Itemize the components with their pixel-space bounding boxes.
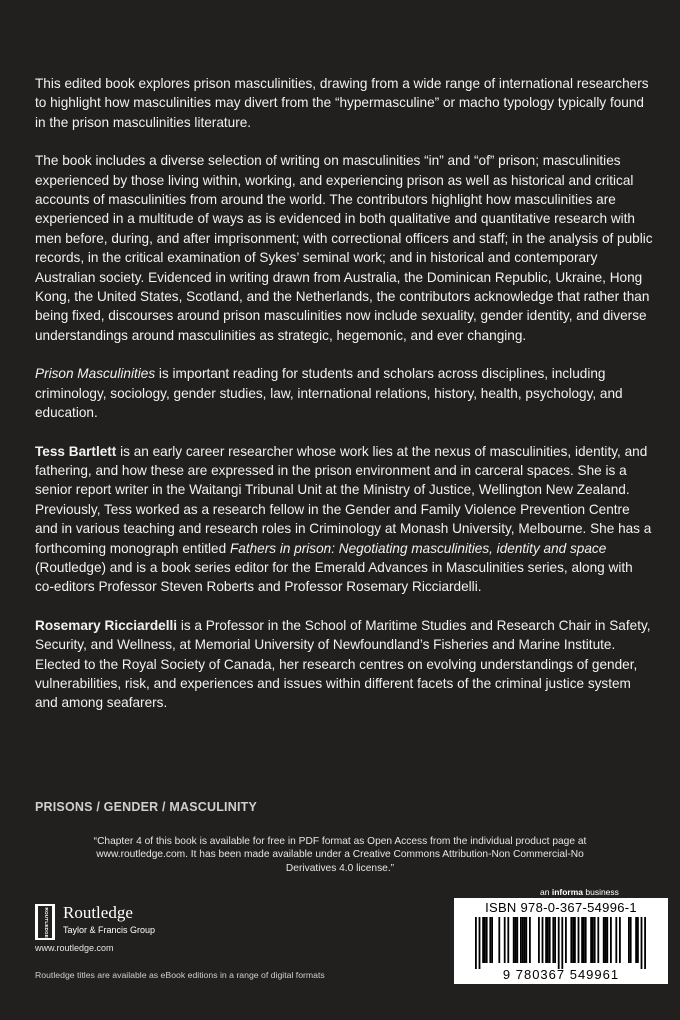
barcode-digits: 9 780367 549961: [502, 967, 620, 981]
subject-categories: PRISONS / GENDER / MASCULINITY: [35, 800, 257, 814]
barcode-bar: [520, 917, 522, 963]
barcode-bar: [549, 917, 551, 963]
barcode-bar: [630, 917, 632, 963]
bio-text-bartlett-a: is an early career researcher whose work lies at the nexus of masculinities, identity, and fathering, and how these are expressed in the prison environment and in carceral spaces. She is a senior report writer in the Waitangi Tribunal Unit at the Ministry of Justice, Wellington New Zealand. Previously, Tess worked as a research fellow in the Gender and Family Violence Prevention Centre and in various teaching and research roles in Criminology at Monash University, Melbourne. She has a forthcoming monograph entitled: [35, 443, 652, 556]
barcode-bar: [552, 917, 554, 963]
blurb-paragraph-contents: The book includes a diverse selection of writing on masculinities “in” and “of” prison; masculinities experienced by those living within, working, and experiencing prison as well as historical and critical accounts of masculinities from around the world. The contributors highlight how masculinities are experienced in a multitude of ways as is evidenced in both qualitative and quantitative research with men before, during, and after imprisonment; with correctional officers and staff; in the analysis of public records, in the critical examination of Sykes’ seminal work; and in historical and contemporary Australian society. Evidenced in writing drawn from Australia, the Dominican Republic, Ukraine, Hong Kong, the United States, Scotland, and the Netherlands, the contributors acknowledge that rather than being fixed, discourses around prison masculinities now include sexuality, gender identity, and diverse understandings around masculinities as strategic, hegemonic, and ever changing.: [35, 153, 653, 343]
barcode-bar: [635, 917, 637, 963]
barcode-bar: [644, 917, 646, 969]
barcode-bar: [590, 917, 592, 963]
blurb-paragraph-intro: This edited book explores prison masculinities, drawing from a wide range of international researchers to highlight how masculinities may divert from the “hypermasculine” or macho typology typically found in the prison masculinities literature.: [35, 76, 649, 130]
barcode-bar: [516, 917, 518, 963]
barcode-bar: [482, 917, 484, 963]
routledge-logo[interactable]: [35, 904, 195, 944]
barcode-bar: [581, 917, 583, 963]
barcode-bar: [605, 917, 607, 963]
barcode-bar: [522, 917, 524, 963]
barcode-bar: [529, 917, 531, 963]
barcode-bar: [572, 917, 574, 963]
barcode-bar: [592, 917, 594, 963]
barcode-bar: [542, 917, 544, 963]
barcode-bar: [570, 917, 572, 963]
barcode-bar: [558, 917, 560, 969]
barcode-bar: [479, 917, 481, 969]
barcode-bar: [585, 917, 587, 963]
barcode-bar: [619, 917, 621, 963]
publisher-group: Taylor & Francis Group: [63, 925, 156, 935]
barcode-bar: [484, 917, 486, 963]
barcode-bar: [547, 917, 549, 963]
barcode-bar: [583, 917, 585, 963]
informa-suffix: business: [583, 887, 619, 897]
back-cover-blurb: [35, 74, 653, 713]
barcode-bar: [565, 917, 567, 963]
barcode-bar: [597, 917, 599, 963]
barcode-bar: [538, 917, 540, 963]
barcode-graphic: [461, 917, 661, 981]
publisher-url[interactable]: www.routledge.com: [35, 943, 114, 953]
barcode-bar: [513, 917, 515, 963]
isbn-barcode-block: [454, 898, 668, 984]
barcode-bar: [610, 917, 612, 963]
blurb-paragraph-audience: [35, 364, 653, 422]
barcode-bar: [507, 917, 509, 963]
bio-text-ricciardelli: is a Professor in the School of Maritime Studies and Research Chair in Safety, Security, and Wellness, at Memorial University of Newfoundland’s Fisheries and Marine Institute. Elected to the Royal Society of Canada, her research centres on evolving understandings of gender, vulnerabilities, risk, and experiences and issues within different facets of the criminal justice system and among seafarers.: [35, 617, 651, 711]
barcode-bar: [554, 917, 556, 963]
barcode-bar: [594, 917, 596, 963]
informa-prefix: an: [540, 887, 552, 897]
barcode-bar: [561, 917, 563, 969]
informa-word: informa: [551, 887, 583, 897]
bio-text-bartlett-b: (Routledge) and is a book series editor for the Emerald Advances in Masculinities series, along with co-editors Professor Steven Roberts and Professor Rosemary Ricciardelli.: [35, 559, 633, 595]
barcode-bar: [504, 917, 506, 963]
open-access-notice: “Chapter 4 of this book is available for free in PDF format as Open Access from the individual product page at www.routledge.com. It has been made available under a Creative Commons Attribution-Non Commercial-No Derivatives 4.0 license.”: [93, 836, 587, 874]
bio-name-ricciardelli: Rosemary Ricciardelli: [35, 617, 178, 633]
routledge-book-icon: [35, 904, 55, 940]
barcode-bar: [515, 917, 517, 963]
bio-name-bartlett: Tess Bartlett: [35, 443, 117, 459]
barcode-bar: [603, 917, 605, 963]
barcode-bar: [628, 917, 630, 963]
ebook-availability-note: Routledge titles are available as eBook editions in a range of digital formats: [35, 970, 325, 980]
bio-monograph-title: Fathers in prison: Negotiating masculinities, identity and space: [229, 540, 607, 556]
barcode-bar: [637, 917, 639, 963]
barcode-bar: [545, 917, 547, 963]
bio-tess-bartlett: [35, 442, 653, 597]
barcode-bar: [578, 917, 580, 963]
barcode-bar: [498, 917, 500, 963]
barcode-bar: [489, 917, 491, 963]
audience-text: is important reading for students and scholars across disciplines, including criminology, sociology, gender studies, law, international relations, history, health, psychology, and education.: [35, 366, 623, 421]
barcode-bar: [486, 917, 488, 963]
barcode-bar: [525, 917, 527, 963]
barcode-bar: [475, 917, 477, 969]
barcode-bar: [574, 917, 576, 963]
bio-rosemary-ricciardelli: [35, 616, 653, 713]
barcode-bar: [606, 917, 608, 963]
publisher-name: Routledge: [63, 903, 133, 922]
barcode-bar: [615, 917, 617, 963]
barcode-bar: [524, 917, 526, 963]
informa-business-tag: [540, 887, 619, 897]
routledge-logo-text: ROUTLEDGE: [44, 907, 49, 939]
barcode-bar: [641, 917, 643, 969]
book-title-italic: Prison Masculinities: [35, 366, 156, 382]
barcode-bar: [491, 917, 493, 963]
isbn-label: ISBN 978-0-367-54996-1: [485, 900, 637, 915]
